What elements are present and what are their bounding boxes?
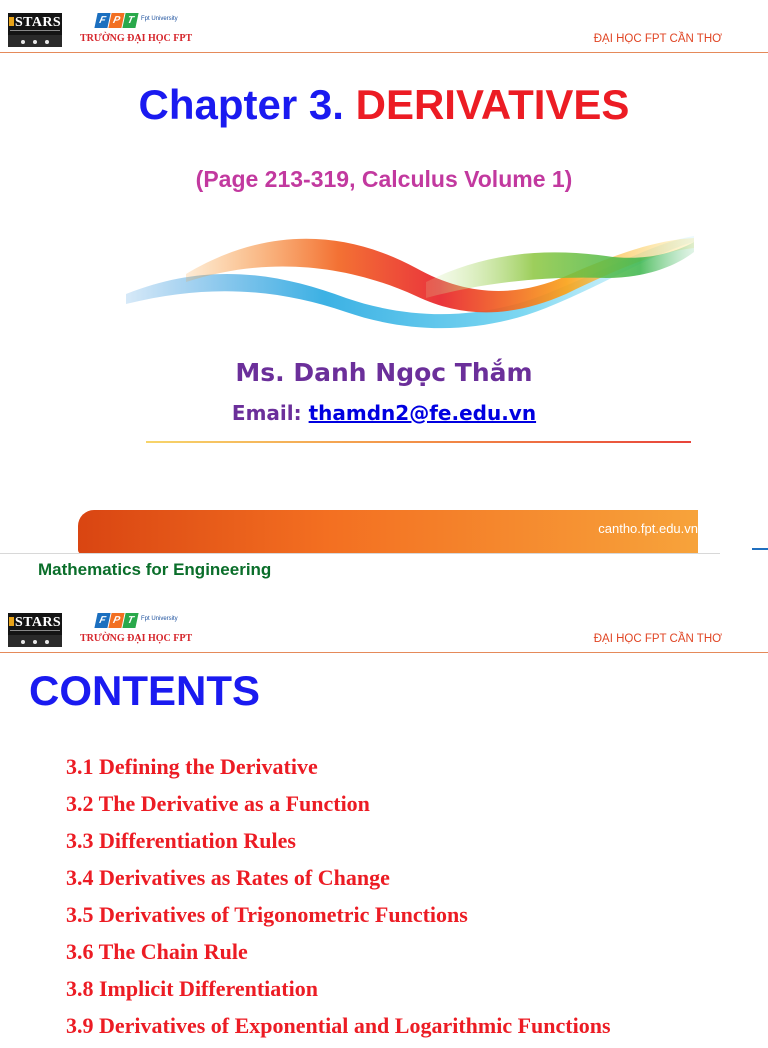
chapter-subtitle: (Page 213-319, Calculus Volume 1) bbox=[195, 166, 573, 192]
star-icon bbox=[33, 640, 37, 644]
email-line bbox=[0, 401, 768, 425]
school-name: TRƯỜNG ĐẠI HỌC FPT bbox=[80, 633, 193, 644]
chapter-topic: DERIVATIVES bbox=[355, 81, 630, 128]
star-icon bbox=[21, 40, 25, 44]
fpt-letter-p: P bbox=[108, 613, 124, 628]
email-link[interactable]: thamdn2@fe.edu.vn bbox=[308, 401, 537, 425]
course-name: Mathematics for Engineering bbox=[38, 560, 272, 579]
fpt-letter-f: F bbox=[94, 13, 110, 28]
stars-logo-text: STARS bbox=[15, 15, 62, 30]
slide-header bbox=[0, 0, 768, 60]
campus-name: ĐẠI HỌC FPT CẦN THƠ bbox=[593, 33, 722, 45]
contents-title: CONTENTS bbox=[29, 667, 260, 714]
school-name: TRƯỜNG ĐẠI HỌC FPT bbox=[80, 33, 193, 44]
stars-divider bbox=[10, 630, 60, 631]
star-icon bbox=[33, 40, 37, 44]
star-icon bbox=[45, 40, 49, 44]
decorative-swoosh bbox=[126, 212, 694, 344]
contents-slide bbox=[0, 600, 768, 1038]
fpt-logo bbox=[80, 613, 220, 647]
toc-item: 3.1 Defining the Derivative bbox=[66, 754, 318, 779]
toc-item: 3.2 The Derivative as a Function bbox=[66, 791, 370, 816]
table-of-contents bbox=[66, 752, 611, 1048]
slide-header bbox=[0, 600, 768, 660]
gradient-divider bbox=[146, 441, 691, 443]
author-name: Ms. Danh Ngọc Thắm bbox=[235, 358, 533, 387]
fpt-university-text: Fpt University bbox=[141, 616, 178, 622]
email-label: Email: bbox=[231, 401, 302, 425]
fpt-university-text: Fpt University bbox=[141, 16, 178, 22]
stars-logo bbox=[8, 13, 62, 47]
footer-accent bbox=[752, 548, 768, 550]
star-icon bbox=[45, 640, 49, 644]
fpt-logo bbox=[80, 13, 220, 47]
toc-item: 3.5 Derivatives of Trigonometric Functions bbox=[66, 902, 468, 927]
fpt-letter-t: T bbox=[122, 613, 138, 628]
stars-mark-icon bbox=[9, 17, 14, 26]
star-icon bbox=[21, 640, 25, 644]
stars-logo bbox=[8, 613, 62, 647]
stars-logo-text: STARS bbox=[15, 615, 62, 630]
site-url: cantho.fpt.edu.vn bbox=[598, 521, 698, 536]
toc-item: 3.9 Derivatives of Exponential and Logarithmic Functions bbox=[66, 1013, 611, 1038]
chapter-title bbox=[0, 81, 768, 129]
chapter-number: Chapter 3. bbox=[138, 81, 344, 128]
header-divider bbox=[0, 52, 768, 53]
stars-mark-icon bbox=[9, 617, 14, 626]
toc-item: 3.8 Implicit Differentiation bbox=[66, 976, 318, 1001]
fpt-letter-p: P bbox=[108, 13, 124, 28]
fpt-letter-t: T bbox=[122, 13, 138, 28]
toc-item: 3.3 Differentiation Rules bbox=[66, 828, 296, 853]
footer-divider bbox=[0, 553, 720, 554]
stars-divider bbox=[10, 30, 60, 31]
header-divider bbox=[0, 652, 768, 653]
campus-name: ĐẠI HỌC FPT CẦN THƠ bbox=[593, 633, 722, 645]
toc-item: 3.4 Derivatives as Rates of Change bbox=[66, 865, 390, 890]
fpt-letter-f: F bbox=[94, 613, 110, 628]
toc-item: 3.6 The Chain Rule bbox=[66, 939, 248, 964]
